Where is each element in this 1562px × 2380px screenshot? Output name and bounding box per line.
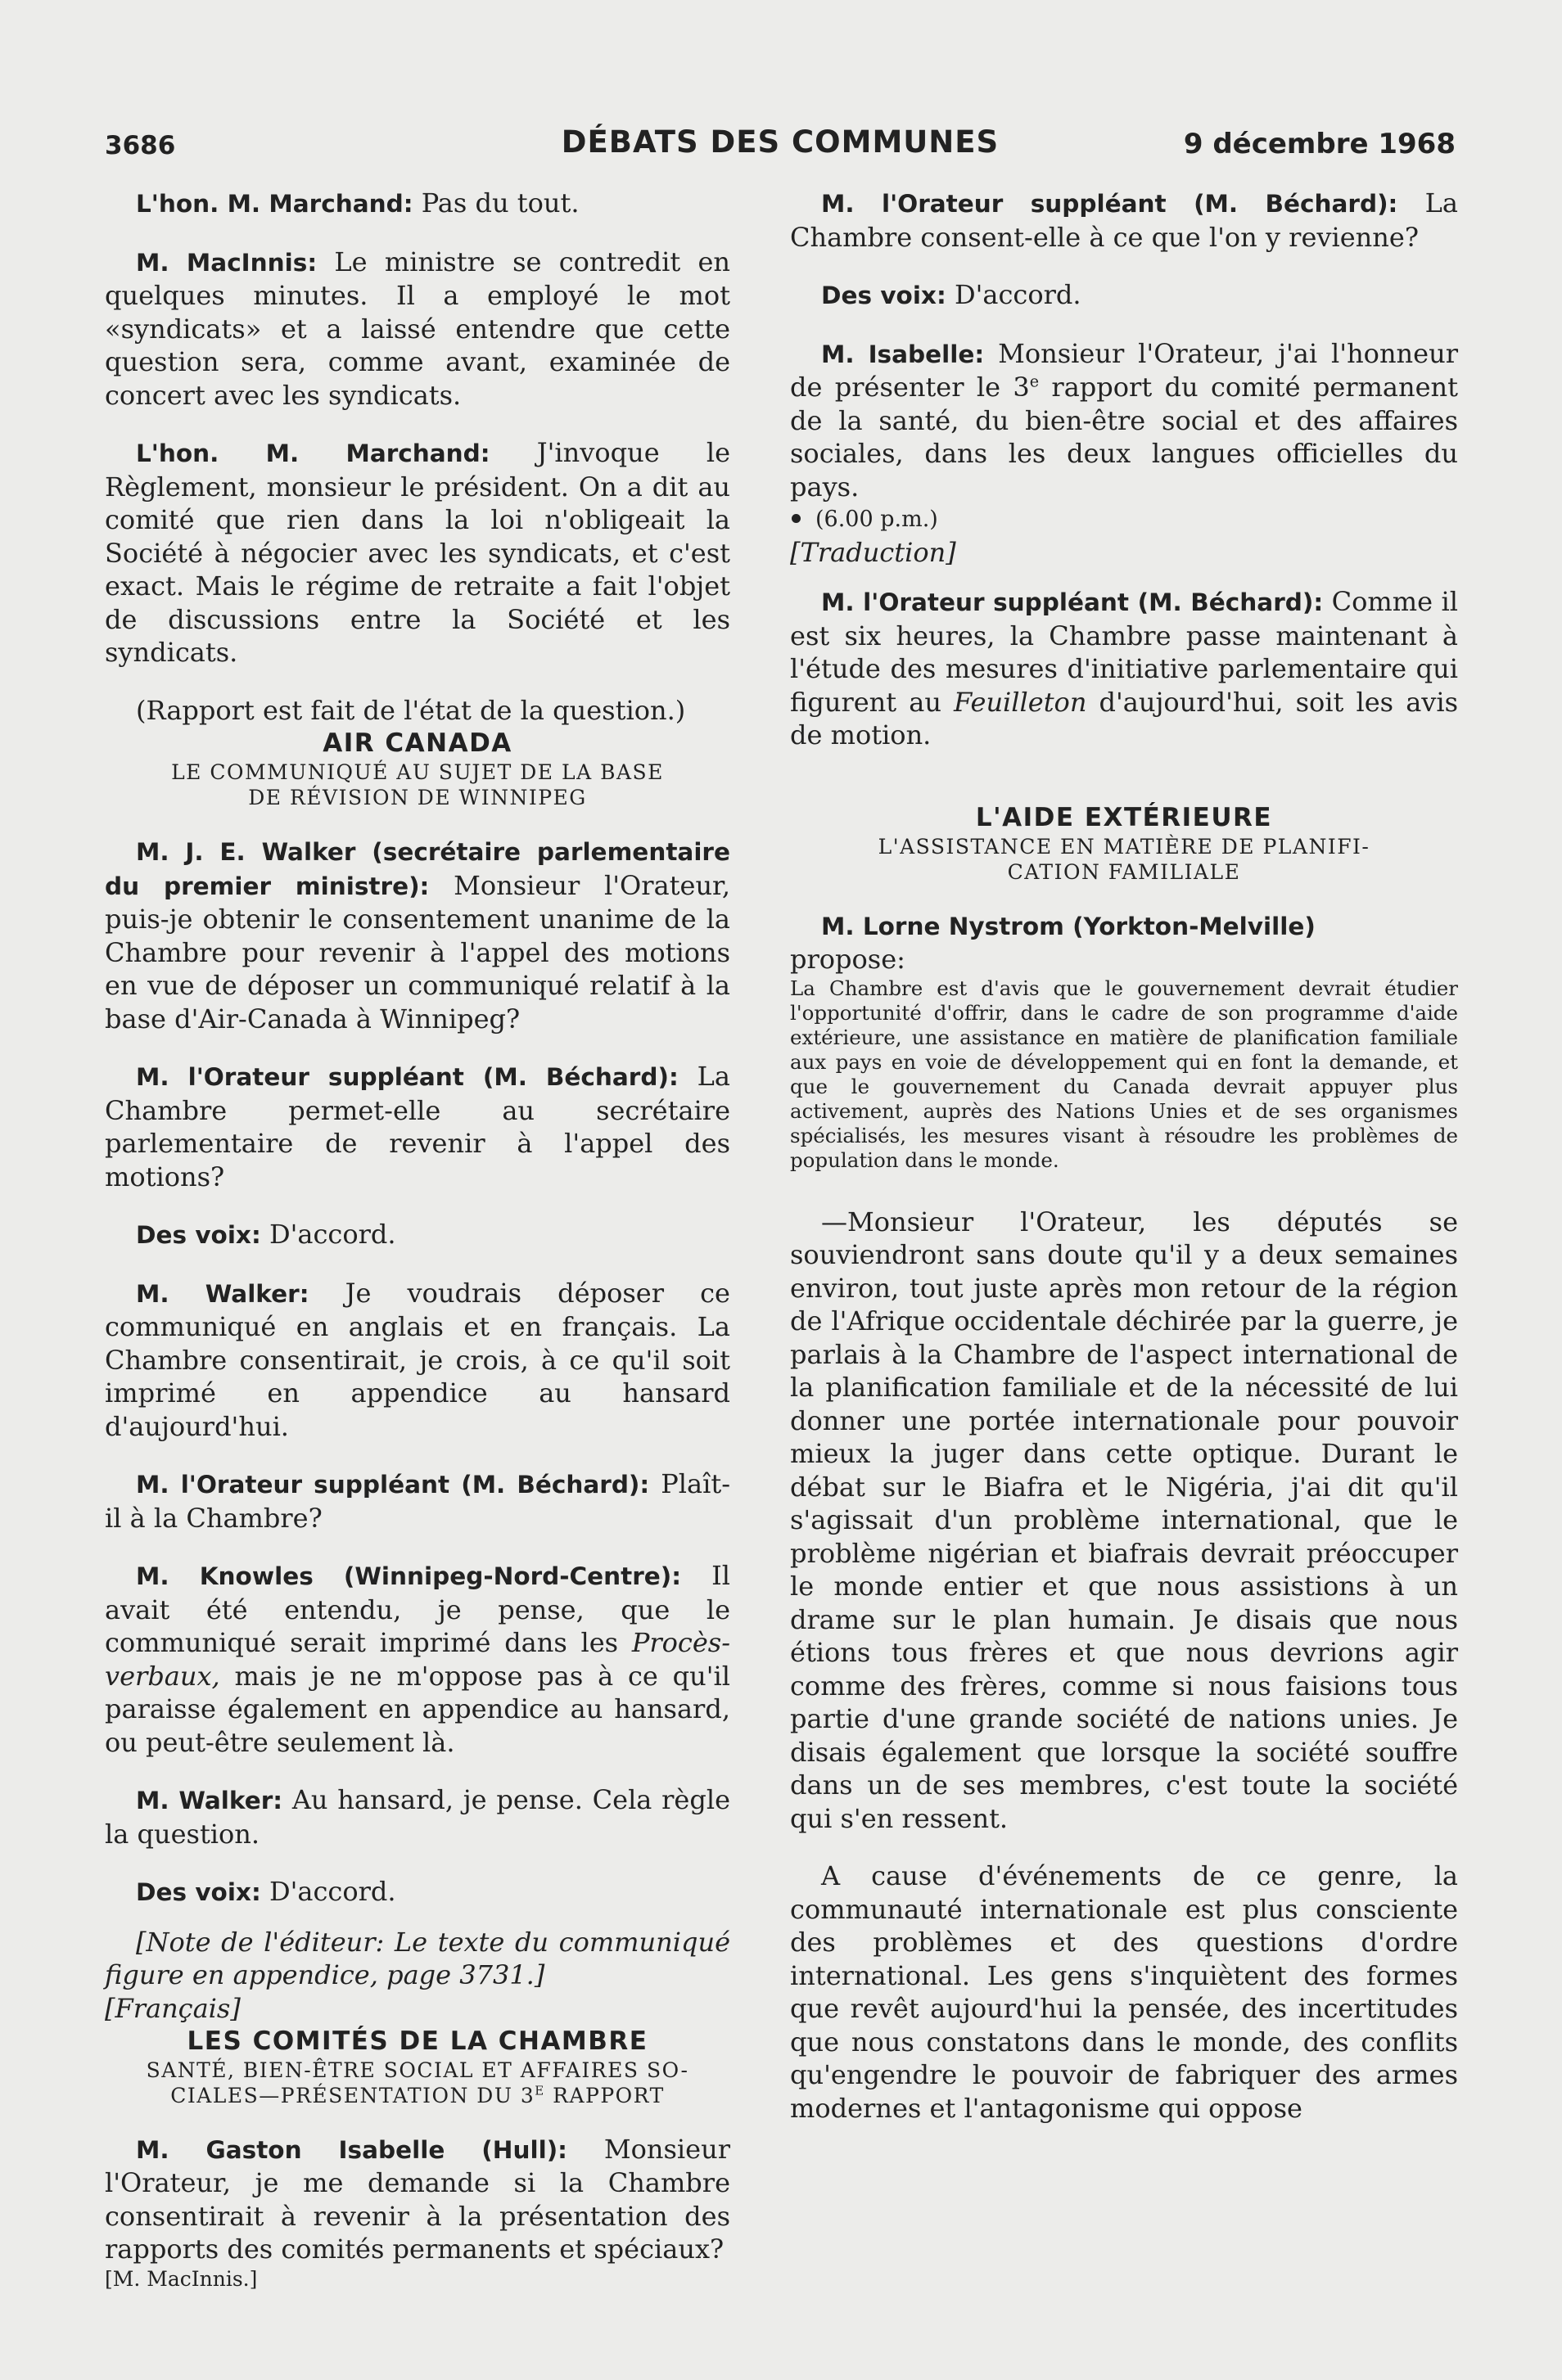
- speaker-name: M. MacInnis:: [136, 248, 318, 277]
- speaker-name: M. l'Orateur suppléant (M. Béchard):: [136, 1471, 650, 1499]
- motion-text: La Chambre est d'avis que le gouvernement devrait étudier l'opportunité d'offrir, dans le cadre de son programme d'aide extérieure, une assistance en matière de planification familiale aux pays en voie de développement qui en font la demande, et que le gouvernement du Canada devrait appuyer plus activement, auprès des Nations Unies et de ses organismes spécialisés, les mesures visant à résoudre les problèmes de population dans le monde.: [790, 976, 1458, 1172]
- sitting-date: 9 décembre 1968: [1183, 128, 1456, 160]
- publication-title: DÉBATS DES COMMUNES: [561, 124, 1000, 160]
- paragraph: Des voix: D'accord.: [136, 1876, 396, 1907]
- speaker-name: M. Knowles (Winnipeg-Nord-Centre):: [136, 1562, 682, 1590]
- left-column: [105, 187, 730, 2292]
- editor-note: [Note de l'éditeur: Le texte du communiqué figure en appendice, page 3731.]: [105, 1926, 730, 1990]
- continuation-reference: [M. MacInnis.]: [105, 2266, 258, 2291]
- speaker-name: L'hon. M. Marchand:: [136, 439, 490, 467]
- speaker-name: Des voix:: [136, 1221, 261, 1249]
- paragraph: M. l'Orateur suppléant (M. Béchard): La Chambre permet-elle au secrétaire parlementaire de revenir à l'appel des motions?: [105, 1061, 731, 1192]
- paragraph: M. l'Orateur suppléant (M. Béchard): Plaît-il à la Chambre?: [105, 1468, 730, 1534]
- speaker-name: M. Walker:: [136, 1787, 283, 1814]
- subsection-heading: LE COMMUNIQUÉ AU SUJET DE LA BASE DE RÉVISION DE WINNIPEG: [171, 760, 664, 809]
- language-marker: [Français]: [105, 1992, 241, 2024]
- paragraph: L'hon. M. Marchand: Pas du tout.: [136, 187, 580, 219]
- paragraph: A cause d'événements de ce genre, la communauté internationale est plus consciente des problèmes et des questions d'ordre international. Les gens s'inquiètent des formes que revêt aujourd'hui la pensée, des incertitudes que nous constatons dans le monde, des conflits qu'engendre le pouvoir de fabriquer des armes modernes et l'antagonisme qui oppose: [790, 1860, 1458, 2124]
- time-stamp: (6.00 p.m.): [790, 503, 1458, 536]
- paragraph: M. Knowles (Winnipeg-Nord-Centre): Il avait été entendu, je pense, que le communiqué serait imprimé dans les Procès-verbaux, mais je ne m'oppose pas à ce qu'il paraisse également en appendice au hansard, ou peut-être seulement là.: [105, 1560, 731, 1758]
- paragraph: —Monsieur l'Orateur, les députés se souviendront sans doute qu'il y a deux semaines environ, tout juste après mon retour de la région de l'Afrique occidentale déchirée par la guerre, je parlais à la Chambre de l'aspect international de la planification familiale et de la nécessité de lui donner une portée internationale pour pouvoir mieux la juger dans cette optique. Durant le débat sur le Biafra et le Nigéria, j'ai dit qu'il s'agissait d'un problème international, que le problème nigérian et biafrais devrait préoccuper le monde entier et que nous assistions à un drame sur le plan humain. Je disais que nous étions tous frères et que nous devrions agir comme des frères, comme si nous faisions tous partie d'une grande société de nations unies. Je disais également que lorsque la société souffre dans un de ses membres, c'est toute la société qui s'en ressent.: [790, 1206, 1458, 1834]
- speaker-name: M. l'Orateur suppléant (M. Béchard):: [821, 190, 1398, 218]
- paragraph: L'hon. M. Marchand: J'invoque le Règlement, monsieur le président. On a dit au comité que rien dans la loi n'obligeait la Société à négocier avec les syndicats, et c'est exact. Mais le régime de retraite a fait l'objet de discussions entre la Société et les syndicats.: [105, 437, 731, 668]
- paragraph: (Rapport est fait de l'état de la question.): [136, 694, 686, 726]
- paragraph: M. Gaston Isabelle (Hull): Monsieur l'Orateur, je me demande si la Chambre consentirait à revenir à la présentation des rapports des comités permanents et spéciaux?: [105, 2133, 730, 2265]
- page-number: 3686: [105, 131, 176, 160]
- paragraph: M. Lorne Nystrom (Yorkton-Melville) propose:: [790, 912, 1316, 975]
- section-heading: L'AIDE EXTÉRIEURE: [975, 802, 1273, 832]
- speaker-name: M. Walker:: [136, 1279, 309, 1308]
- speaker-name: M. Gaston Isabelle (Hull):: [136, 2135, 567, 2164]
- paragraph: Des voix: D'accord.: [136, 1219, 396, 1250]
- section-heading: LES COMITÉS DE LA CHAMBRE: [187, 2026, 648, 2056]
- running-header: [105, 124, 1456, 165]
- subsection-heading: L'ASSISTANCE EN MATIÈRE DE PLANIFI- CATION FAMILIALE: [878, 834, 1370, 884]
- language-marker: [Traduction]: [790, 537, 956, 568]
- paragraph: M. MacInnis: Le ministre se contredit en quelques minutes. Il a employé le mot «syndicats» et a laissé entendre que cette question sera, comme avant, examinée de concert avec les syndicats.: [105, 246, 731, 411]
- paragraph: M. Walker: Je voudrais déposer ce communiqué en anglais et en français. La Chambre consentirait, je crois, à ce qu'il soit imprimé en appendice au hansard d'aujourd'hui.: [105, 1277, 730, 1442]
- bullet-icon: [792, 514, 801, 523]
- speaker-name: M. Isabelle:: [821, 340, 985, 368]
- paragraph: M. J. E. Walker (secrétaire parlementaire du premier ministre): Monsieur l'Orateur, puis-je obtenir le consentement unanime de la Chambre pour revenir à l'appel des motions en vue de déposer un communiqué relatif à la base d'Air-Canada à Winnipeg?: [105, 838, 730, 1034]
- speaker-name: Des voix:: [821, 282, 946, 309]
- section-heading: AIR CANADA: [323, 728, 512, 758]
- subsection-heading: SANTÉ, BIEN-ÊTRE SOCIAL ET AFFAIRES SO- CIALES—PRÉSENTATION DU $3^E$ RAPPORT: [146, 2058, 689, 2107]
- speaker-name: M. J. E. Walker (secrétaire parlementaire du premier ministre):: [105, 838, 730, 900]
- speaker-name: M. l'Orateur suppléant (M. Béchard):: [136, 1063, 679, 1091]
- paragraph: M. l'Orateur suppléant (M. Béchard): Comme il est six heures, la Chambre passe maintenant à l'étude des mesures d'initiative parlementaire qui figurent au Feuilleton d'aujourd'hui, soit les avis de motion.: [790, 586, 1459, 751]
- paragraph: M. l'Orateur suppléant (M. Béchard): La Chambre consent-elle à ce que l'on y revienne?: [790, 187, 1459, 253]
- speaker-name: M. l'Orateur suppléant (M. Béchard):: [821, 588, 1324, 616]
- right-column: [790, 187, 1458, 2125]
- paragraph: M. Isabelle: Monsieur l'Orateur, j'ai l'honneur de présenter le 3e rapport du comité permanent de la santé, du bien-être social et des affaires sociales, dans les deux langues officielles du pays.: [790, 337, 1459, 503]
- speaker-name: L'hon. M. Marchand:: [136, 190, 413, 218]
- paragraph: M. Walker: Au hansard, je pense. Cela règle la question.: [105, 1784, 731, 1850]
- speaker-name: Des voix:: [136, 1878, 261, 1906]
- speaker-name: M. Lorne Nystrom (Yorkton-Melville): [821, 912, 1316, 940]
- paragraph: Des voix: D'accord.: [821, 279, 1081, 310]
